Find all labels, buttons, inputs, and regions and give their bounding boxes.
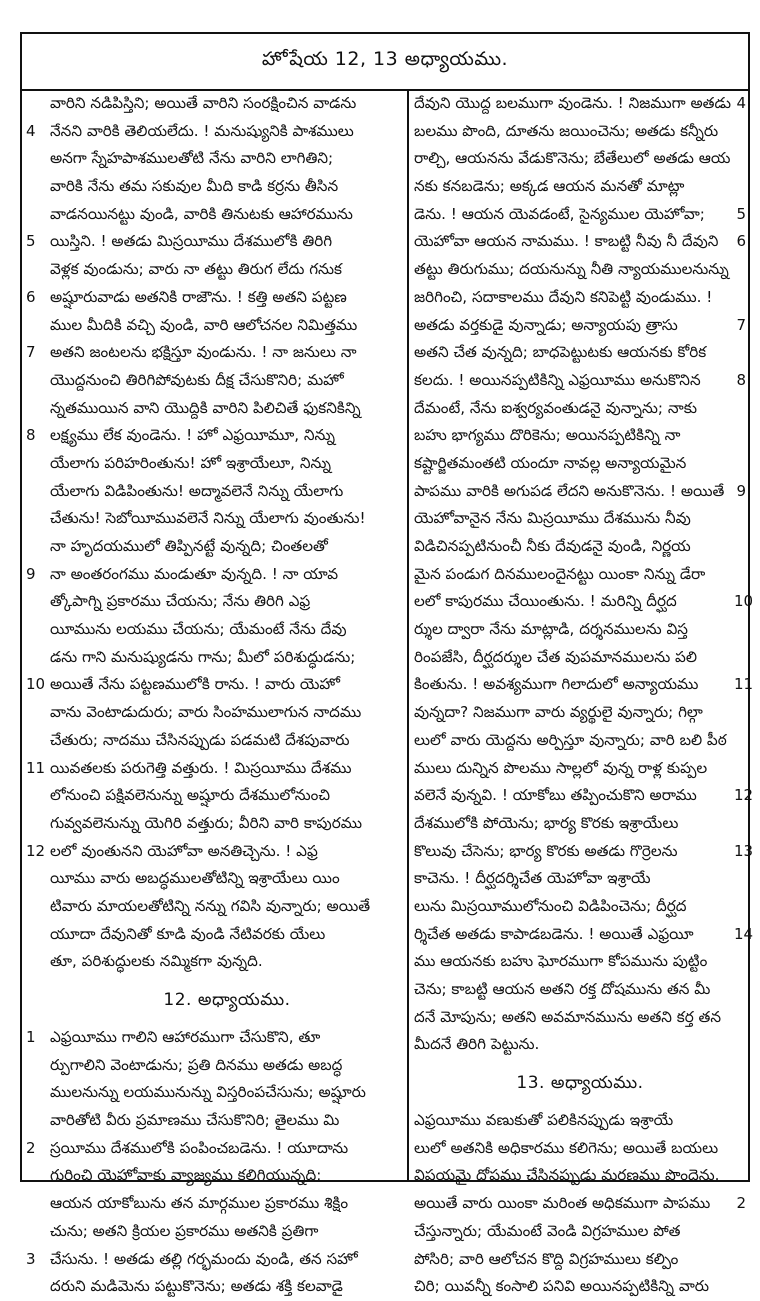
verse-number: 10 <box>26 675 46 694</box>
text-line <box>414 1107 746 1135</box>
text-line <box>26 1024 404 1052</box>
verse-number: 4 <box>736 94 746 112</box>
text-line <box>414 90 746 118</box>
verse-number: 6 <box>736 232 746 251</box>
text-line <box>26 312 404 340</box>
right-bottom-text <box>414 1107 746 1301</box>
line-text: బహు భాగ్యము దొరికెను; అయినప్పటికిన్ని నా <box>414 426 681 445</box>
text-line <box>26 865 404 893</box>
line-text: ఎఫ్రయీము గాలిని ఆహారముగా చేసుకొని, తూ <box>50 1028 321 1046</box>
line-text: విడిచినప్పటినుంచీ నీకు దేవుడనై వుండి, నిర్ణయ <box>414 537 691 555</box>
text-line <box>26 367 404 395</box>
text-line <box>414 1246 746 1274</box>
line-text: వాను వెంటాడుదురు; వారు సింహములాగున నాదము <box>50 703 362 722</box>
verse-number: 11 <box>26 758 46 777</box>
line-text: ము ఆయనకు బహు ఘోరముగా కోపమును పుట్టిం <box>414 952 708 971</box>
line-text: జరిగించి, సదాకాలము దేవుని కనిపెట్టి వుండుము. ! <box>414 287 713 306</box>
text-line <box>26 1218 404 1246</box>
text-line <box>414 699 746 727</box>
line-text: నా హృదయములో తిప్పినట్టే వున్నది; చింతలతో <box>50 537 328 555</box>
line-text: అతని జంటలను భక్షిస్తూ వుండును. ! నా జనులు నా <box>50 343 357 362</box>
verse-number: 11 <box>734 675 754 694</box>
text-line <box>26 339 404 367</box>
text-line <box>414 921 754 949</box>
line-text: లక్ష్యము లేక వుండెను. ! హో ఎఫ్రయీమూ, నిన్ను <box>50 426 336 445</box>
text-line <box>414 810 746 838</box>
line-text: లును మిస్రయీములోనుంచి విడిపించెను; దీర్ఘద <box>414 896 687 915</box>
verse-number: 12 <box>26 841 46 860</box>
text-line <box>26 810 404 838</box>
verse-number: 9 <box>736 481 746 500</box>
line-text: వారితోటి వీరు ప్రమాణము చేసుకొనిరి; తైలము మి <box>50 1111 340 1130</box>
text-line <box>26 118 404 146</box>
column-divider <box>407 89 409 1180</box>
text-line <box>26 395 404 423</box>
text-line <box>414 671 754 699</box>
text-line <box>26 173 404 201</box>
line-text: యొద్దనుంచి తిరిగిపోవుటకు దీక్ష చేసుకొనిరి; మహో <box>50 370 344 389</box>
text-line <box>414 1135 746 1163</box>
text-line <box>26 1246 404 1274</box>
text-line <box>26 145 404 173</box>
text-line <box>414 145 746 173</box>
text-line <box>414 1218 746 1246</box>
verse-number: 2 <box>26 1138 36 1157</box>
text-line <box>26 644 404 672</box>
right-column <box>414 90 754 1301</box>
line-text: చిరి; యివన్నీ కంసాలి పనివి అయినప్పటికిన్ని వారు <box>414 1277 710 1296</box>
line-text: పాపము వారికి అగుపడ లేదని అనుకొనెను. ! అయితే <box>414 481 725 500</box>
line-text: తూ, పరిశుద్ధులకు నమ్మికగా వున్నది. <box>50 952 263 971</box>
verse-number: 8 <box>736 370 746 389</box>
verse-number: 1 <box>26 1028 36 1046</box>
line-text: టివారు మాయలతోటిన్ని నన్ను గవిసి వున్నారు; అయితే <box>50 896 371 915</box>
line-text: లలో వుంతునని యెహోవా అనతిచ్చెను. ! ఎఫ్ర <box>50 841 318 860</box>
verse-number: 4 <box>26 121 36 140</box>
text-line <box>26 1190 404 1218</box>
line-text: అయితే నేను పట్టణములోకి రాను. ! వారు యెహో <box>50 675 340 694</box>
line-text: ఆయన యాకోబును తన మార్గముల ప్రకారము శిక్షిం <box>50 1194 349 1213</box>
text-line <box>414 1004 746 1032</box>
text-line <box>26 893 404 921</box>
line-text: వాడనయినట్టు వుండి, వారికి తినుటకు ఆహారమును <box>50 204 353 223</box>
text-line <box>26 699 404 727</box>
text-line <box>26 755 404 783</box>
line-text: ములనున్ను లయమునున్ను విస్తరింపచేసును; అష్షూరు <box>50 1083 366 1102</box>
left-bottom-text <box>26 1024 404 1301</box>
line-text: ఎఫ్రయీము వణుకుతో పలికినప్పుడు ఇశ్రాయే <box>414 1111 674 1130</box>
text-line <box>26 1052 404 1080</box>
bible-page <box>20 32 754 1296</box>
line-text: రింపజేసి, దీర్ఘదర్శుల చేత వుపమానములను పలి <box>414 647 697 666</box>
line-text: మైన పండుగ దినములందైనట్టు యింకా నిన్ను డేరా <box>414 564 706 583</box>
line-text: ర్శిచేత అతడు కాపాడబడెను. ! అయితే ఎఫ్రయీ <box>414 924 694 943</box>
verse-number: 3 <box>26 1249 36 1268</box>
text-line <box>414 948 746 976</box>
text-line <box>26 588 404 616</box>
text-line <box>414 312 746 340</box>
verse-number: 7 <box>26 343 36 362</box>
verse-number: 7 <box>736 315 746 334</box>
line-text: అనగా స్నేహపాశములతోటి నేను వారిని లాగితిని; <box>50 149 334 168</box>
line-text: యివతలకు పరుగెత్తి వత్తురు. ! మిస్రయీము దేశము <box>50 758 352 777</box>
line-text: యూదా దేవునితో కూడి వుండి నేటివరకు యేలు <box>50 924 326 943</box>
line-text: లోనుంచి పక్షివలెనున్ను అష్షూరు దేశములోనుంచి <box>50 786 330 805</box>
line-text: మీదనే తిరిగి పెట్టును. <box>414 1035 540 1054</box>
line-text: యీమును లయము చేయను; యేమంటే నేను దేవు <box>50 620 347 639</box>
line-text: వారిని నడిపిస్తిని; అయితే వారిని సంరక్షించిన వాడను <box>50 94 357 112</box>
verse-number: 13 <box>734 841 754 860</box>
line-text: కింతును. ! అవశ్యముగా గిలాదులో అన్యాయము <box>414 675 699 694</box>
text-line <box>26 422 404 450</box>
text-line <box>414 339 746 367</box>
line-text: ర్శుల ద్వారా నేను మాట్లాడి, దర్శనములను విస్త <box>414 620 688 639</box>
text-line <box>414 395 746 423</box>
line-text: ర్పుగాలిని వెంటాడును; ప్రతి దినము అతడు అబద్ధ <box>50 1055 343 1074</box>
text-line <box>26 1273 404 1301</box>
text-line <box>414 865 746 893</box>
line-text: విషయమై దోషము చేసినప్పుడు మరణము పొందెను. <box>414 1166 720 1185</box>
text-line <box>414 450 746 478</box>
text-line <box>26 948 404 976</box>
text-line <box>414 284 746 312</box>
line-text: కలదు. ! అయినప్పటికిన్ని ఎఫ్రయీము అనుకొనిన <box>414 370 701 389</box>
line-text: తట్టు తిరుగుము; దయనున్ను నీతి న్యాయములనున్ను <box>414 260 729 279</box>
text-line <box>26 561 404 589</box>
line-text: వారికి నేను తమ సకువుల మీది కాడి కర్రను తీసిన <box>50 177 339 196</box>
line-text: కష్టార్జితమంతటి యందూ నావల్ల అన్యాయమైన <box>414 453 687 472</box>
text-line <box>26 505 404 533</box>
line-text: యెహోవా ఆయన నామము. ! కాబట్టి నీవు నీ దేవుని <box>414 232 719 251</box>
text-line <box>414 588 754 616</box>
text-line <box>414 228 746 256</box>
line-text: బలము పొంది, దూతను జయించెను; అతడు కన్నీరు <box>414 121 719 140</box>
line-text: చెను; కాబట్టి ఆయన అతని రక్త దోషమును తన మీ <box>414 980 711 998</box>
verse-number: 8 <box>26 426 36 445</box>
text-line <box>414 1031 746 1059</box>
text-line <box>26 1079 404 1107</box>
text-line <box>26 838 404 866</box>
text-line <box>414 561 746 589</box>
line-text: చేతును! సెబోయీమువలెనే నిన్ను యేలాగు వుంతును! <box>50 509 366 528</box>
line-text: ముల మీదికి వచ్చి వుండి, వారి ఆలోచనల నిమిత్తము <box>50 315 358 334</box>
line-text: అష్షూరువాడు అతనికి రాజౌను. ! కత్తి అతని పట్టణ <box>50 287 347 306</box>
chapter-13-heading: 13. అధ్యాయము. <box>516 1073 644 1094</box>
line-text: యిస్తిని. ! అతడు మిస్రయీము దేశములోకి తిరిగి <box>50 232 333 251</box>
line-text: యేలాగు విడిపింతును! అద్మావలెనే నిన్ను యేలాగు <box>50 481 344 500</box>
text-line <box>26 782 404 810</box>
text-line <box>414 1162 746 1190</box>
text-line <box>26 616 404 644</box>
line-text: వలెనే వున్నవి. ! యాకోబు తప్పించుకొని అరాము <box>414 786 697 805</box>
line-text: పోసిరి; వారి ఆలోచన కొద్ది విగ్రహములు కల్పిం <box>414 1249 679 1268</box>
line-text: దేవుని యొద్ద బలముగా వుండెను. ! నిజముగా అతడు <box>414 94 731 112</box>
text-line <box>414 256 746 284</box>
chapter-12-heading: 12. అధ్యాయము. <box>163 990 291 1010</box>
line-text: నా అంతరంగము మండుతూ వున్నది. ! నా యావ <box>50 564 338 583</box>
text-line <box>26 533 404 561</box>
text-line <box>26 228 404 256</box>
line-text: చేతురు; నాదము చేసినప్పుడు పడమటి దేశపువారు <box>50 730 350 749</box>
line-text: ములు దున్నిన పొలము సాల్లలో వున్న రాళ్ల కుప్పల <box>414 758 708 777</box>
line-text: చును; అతని క్రియల ప్రకారము అతనికి ప్రతిగా <box>50 1221 319 1240</box>
line-text: కాచెను. ! దీర్ఘదర్శిచేత యెహోవా ఇశ్రాయే <box>414 869 651 888</box>
line-text: కొలువు చేసెను; భార్య కొరకు అతడు గొర్రెలను <box>414 841 678 860</box>
text-line <box>414 1190 746 1218</box>
text-line <box>26 1162 404 1190</box>
line-text: దేమంటే, నేను ఐశ్వర్యవంతుడనై వున్నాను; నాకు <box>414 398 697 417</box>
text-line <box>414 505 746 533</box>
text-line <box>26 90 404 118</box>
verse-number: 10 <box>734 592 754 611</box>
text-line <box>26 478 404 506</box>
line-text: వెళ్లక వుండును; వారు నా తట్టు తిరుగ లేదు గనుక <box>50 260 342 279</box>
verse-number: 6 <box>26 287 36 306</box>
text-line <box>414 893 746 921</box>
line-text: గువ్వవలెనున్ను యెగిరి వత్తురు; వీరిని వారి కాపురము <box>50 813 363 832</box>
line-text: డెను. ! ఆయన యెవడంటే, సైన్యముల యెహోవా; <box>414 204 705 223</box>
text-line <box>414 201 746 229</box>
verse-number: 5 <box>736 204 746 223</box>
text-line <box>26 671 404 699</box>
text-line <box>26 201 404 229</box>
text-line <box>26 1107 404 1135</box>
line-text: చేసును. ! అతడు తల్లి గర్భమందు వుండి, తన సహో <box>50 1249 358 1268</box>
line-text: స్రయీము దేశములోకి పంపించబడెను. ! యూదాను <box>50 1138 349 1157</box>
text-line <box>414 838 754 866</box>
line-text: డను గాని మనుష్యుడను గాను; మీలో పరిశుద్ధుడను; <box>50 647 356 666</box>
line-text: వున్నదా? నిజముగా వారు వ్యర్థులై వున్నారు; గిల్గా <box>414 703 703 722</box>
left-column <box>26 90 404 1301</box>
text-line <box>414 422 746 450</box>
line-text: లలో కాపురము చేయింతును. ! మరిన్ని దీర్ఘద <box>414 592 677 611</box>
text-line <box>414 367 746 395</box>
text-line <box>26 921 404 949</box>
text-line <box>414 727 746 755</box>
line-text: అయితే వారు యింకా మరింత అధికముగా పాపము <box>414 1194 711 1213</box>
verse-number: 12 <box>734 786 754 805</box>
text-line <box>414 782 754 810</box>
text-line <box>414 118 746 146</box>
line-text: యీము వారు అబద్ధములతోటిన్ని ఇశ్రాయేలు యిం <box>50 869 340 888</box>
line-text: యేలాగు పరిహరింతును! హో ఇశ్రాయేలూ, నిన్ను <box>50 453 332 472</box>
text-line <box>26 727 404 755</box>
line-text: న్నతముయిన వాని యొద్దికి వారిని పిలిచితే ఫుకనికిన్ని <box>50 398 361 417</box>
verse-number: 9 <box>26 564 36 583</box>
line-text: గురించి యెహోవాకు వ్యాజ్యము కలిగియున్నది; <box>50 1166 322 1185</box>
verse-number: 2 <box>736 1194 746 1213</box>
line-text: దేశములోకి పోయెను; భార్య కొరకు ఇశ్రాయేలు <box>414 813 679 832</box>
text-line <box>26 256 404 284</box>
line-text: దనే మోపును; అతని అవమానమును అతని కర్త తన <box>414 1007 722 1026</box>
text-line <box>414 173 746 201</box>
line-text: చేస్తున్నారు; యేమంటే వెండి విగ్రహముల పోత <box>414 1221 681 1240</box>
text-line <box>414 644 746 672</box>
text-line <box>414 976 746 1004</box>
verse-number: 14 <box>734 924 754 943</box>
line-text: లులో వారు యెద్దను అర్పిస్తూ వున్నారు; వారి బలి పీఠ <box>414 730 727 749</box>
line-text: దరుని మడిమెను పట్టుకొనెను; అతడు శక్తి కలవాడై <box>50 1277 343 1296</box>
left-top-text <box>26 90 404 976</box>
line-text: రాల్చి, ఆయనను వేడుకొనెను; బేతేలులో అతడు ఆయ <box>414 149 731 168</box>
text-line <box>414 616 746 644</box>
text-line <box>26 450 404 478</box>
page-title: హోషేయ 12, 13 అధ్యాయము. <box>261 48 509 70</box>
line-text: నేనని వారికి తెలియలేదు. ! మనుష్యునికి పాశములు <box>50 121 354 140</box>
verse-number: 5 <box>26 232 36 251</box>
text-line <box>26 284 404 312</box>
text-line <box>414 1273 746 1301</box>
text-line <box>26 1135 404 1163</box>
right-top-text <box>414 90 754 1059</box>
line-text: అతని చేత వున్నది; బాధపెట్టుటకు ఆయనకు కోరిక <box>414 343 707 362</box>
line-text: త్కోపాగ్ని ప్రకారము చేయను; నేను తిరిగి ఎఫ్ర <box>50 592 311 611</box>
line-text: యెహోవానైన నేను మిస్రయీము దేశమును నీవు <box>414 509 691 528</box>
text-line <box>414 533 746 561</box>
line-text: లులో అతనికి అధికారము కలిగెను; అయితే బయలు <box>414 1138 719 1157</box>
text-line <box>414 478 746 506</box>
line-text: అతడు వర్తకుడై వున్నాడు; అన్యాయపు త్రాసు <box>414 315 678 334</box>
line-text: నకు కనబడెను; అక్కడ ఆయన మనతో మాట్లా <box>414 177 685 196</box>
text-line <box>414 755 746 783</box>
